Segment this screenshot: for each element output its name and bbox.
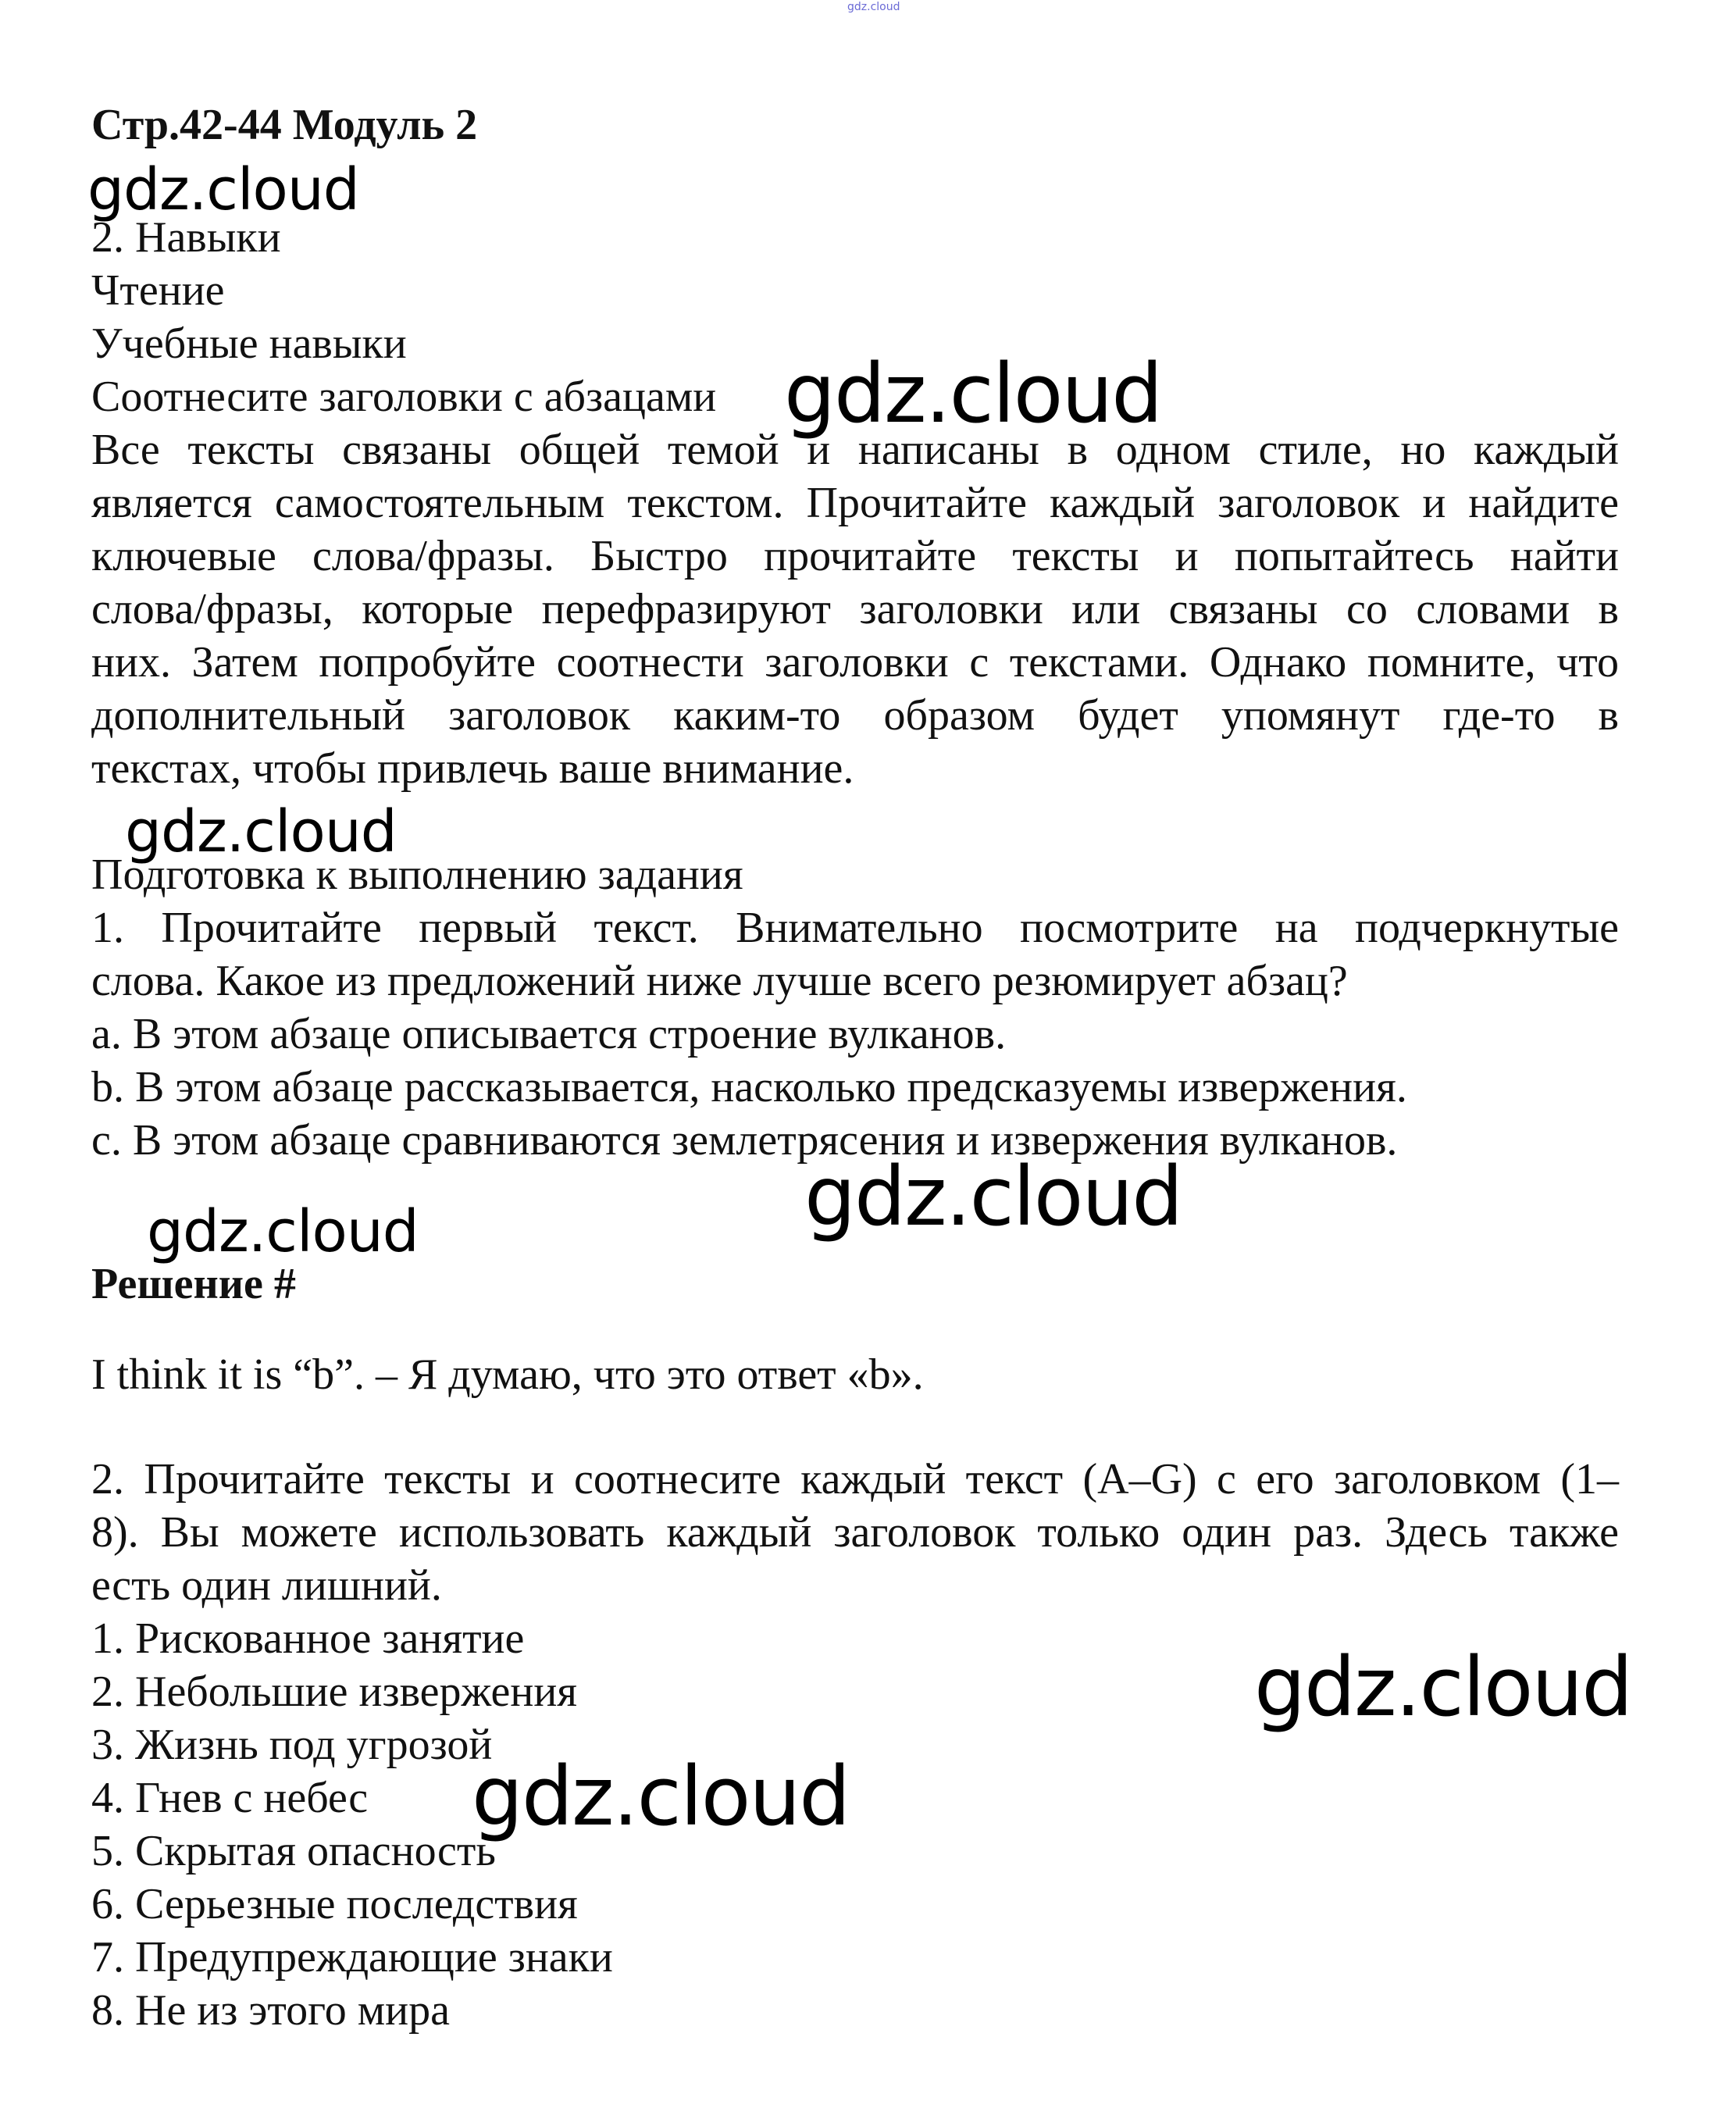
heading-item: 7. Предупреждающие знаки	[91, 1933, 613, 1982]
header-watermark: gdz.cloud	[847, 1, 900, 13]
paragraph-line: текстах, чтобы привлечь ваше внимание.	[91, 744, 854, 793]
task-line: слова. Какое из предложений ниже лучше всего резюмирует абзац?	[91, 957, 1348, 1005]
watermark: gdz.cloud	[1254, 1639, 1632, 1735]
paragraph-line: является самостоятельным текстом. Прочитайте каждый заголовок и найдите	[91, 479, 1619, 527]
watermark: gdz.cloud	[125, 798, 397, 865]
section-number: 2. Навыки	[91, 213, 281, 262]
watermark: gdz.cloud	[804, 1149, 1182, 1244]
solution-label: Решение #	[91, 1260, 296, 1308]
section-subtitle: Учебные навыки	[91, 319, 407, 368]
watermark: gdz.cloud	[472, 1749, 850, 1844]
heading-item: 6. Серьезные последствия	[91, 1880, 578, 1928]
task-line: 8). Вы можете использовать каждый заголовок только один раз. Здесь также	[91, 1508, 1619, 1557]
heading-item: 3. Жизнь под угрозой	[91, 1721, 493, 1769]
heading-item: 8. Не из этого мира	[91, 1986, 450, 2035]
section-subtitle: Чтение	[91, 266, 225, 315]
answer-text: I think it is “b”. – Я думаю, что это ответ «b».	[91, 1350, 924, 1399]
task-line: 1. Прочитайте первый текст. Внимательно посмотрите на подчеркнутые	[91, 904, 1619, 952]
paragraph-line: дополнительный заголовок каким-то образом будет упомянут где-то в	[91, 691, 1619, 740]
heading-item: 5. Скрытая опасность	[91, 1827, 496, 1875]
prep-title: Подготовка к выполнению задания	[91, 851, 743, 899]
paragraph-line: ключевые слова/фразы. Быстро прочитайте тексты и попытайтесь найти	[91, 532, 1619, 580]
watermark: gdz.cloud	[147, 1198, 419, 1265]
heading-item: 1. Рискованное занятие	[91, 1614, 525, 1663]
heading-item: 2. Небольшие извержения	[91, 1668, 578, 1716]
paragraph-line: Все тексты связаны общей темой и написаны в одном стиле, но каждый	[91, 426, 1619, 474]
page-title: Стр.42-44 Модуль 2	[91, 101, 478, 149]
option-c: c. В этом абзаце сравниваются землетрясения и извержения вулканов.	[91, 1116, 1398, 1165]
option-b: b. В этом абзаце рассказывается, насколько предсказуемы извержения.	[91, 1063, 1407, 1111]
section-heading: Соотнесите заголовки с абзацами	[91, 373, 717, 421]
heading-item: 4. Гнев с небес	[91, 1774, 369, 1822]
task-line: 2. Прочитайте тексты и соотнесите каждый текст (A–G) с его заголовком (1–	[91, 1455, 1619, 1504]
task-line: есть один лишний.	[91, 1561, 442, 1610]
watermark: gdz.cloud	[784, 346, 1162, 441]
option-a: a. В этом абзаце описывается строение вулканов.	[91, 1010, 1007, 1058]
paragraph-line: слова/фразы, которые перефразируют заголовки или связаны со словами в	[91, 585, 1619, 633]
paragraph-line: них. Затем попробуйте соотнести заголовки с текстами. Однако помните, что	[91, 638, 1619, 687]
watermark: gdz.cloud	[87, 156, 359, 223]
